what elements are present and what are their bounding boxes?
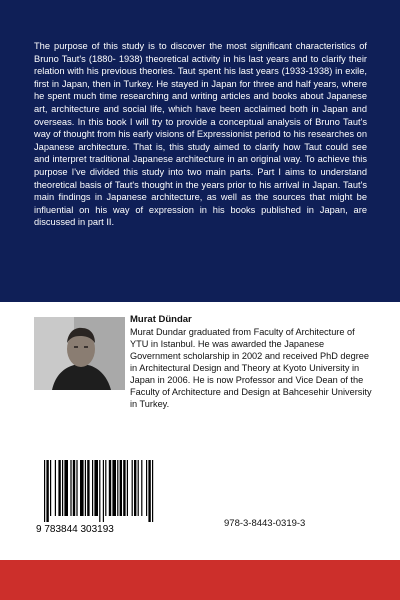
isbn-barcode: [30, 452, 210, 542]
barcode-bar: [46, 460, 48, 522]
barcode-bar: [62, 460, 63, 516]
barcode-bar: [146, 460, 147, 516]
barcode-bar: [127, 460, 128, 516]
barcode-bar: [123, 460, 125, 516]
barcode-bar: [70, 460, 71, 516]
barcode-bar: [120, 460, 122, 516]
barcode-bar: [73, 460, 75, 516]
author-bio: Murat Dundar graduated from Faculty of Architecture of YTU in Istanbul. He was awarded the Japanese Government scholarship in 2002 and received PhD degree in Architectural Design and Theory at Kyoto University in Japan in 2006. He is now Professor and Vice Dean of the Faculty of Architecture and Design at Bahcesehir University in Turkey.: [130, 327, 372, 409]
barcode-bar: [94, 460, 98, 516]
barcode-bar: [152, 460, 153, 522]
barcode-bar: [87, 460, 89, 516]
barcode-graphic: [30, 452, 210, 542]
barcode-bar: [80, 460, 84, 516]
barcode-bar: [55, 460, 56, 516]
barcode-bar: [103, 460, 104, 522]
barcode-bar: [44, 460, 45, 522]
barcode-bar: [138, 460, 139, 516]
barcode-bar: [76, 460, 77, 516]
author-portrait-image: [34, 317, 125, 390]
barcode-bar: [58, 460, 60, 516]
isbn-number: 978-3-8443-0319-3: [224, 518, 306, 529]
back-cover-bottom-band: [0, 560, 400, 600]
barcode-digits: 9 783844 303193: [36, 524, 114, 535]
barcode-bar: [99, 460, 100, 522]
barcode-bar: [117, 460, 118, 516]
barcode-bar: [92, 460, 93, 516]
barcode-bar: [109, 460, 111, 516]
author-name: Murat Dündar: [130, 314, 192, 325]
barcode-bar: [85, 460, 86, 516]
barcode-bar: [112, 460, 116, 516]
barcode-bar: [148, 460, 150, 522]
author-photo: [34, 317, 125, 390]
barcode-bar: [50, 460, 51, 516]
book-abstract: The purpose of this study is to discover the most significant characteristics of Bruno Taut's (1880- 1938) theoretical activity in his last years and to clarify their relation with his previous theories. Taut spent his last years (1933-1938) in exile, first in Japan, then in Turkey. He stayed in Japan for three and half years, where he spent much time researching and writing articles and books about Japanese art, architecture and social life, which have been acclaimed both in Japan and overseas. In this book I will try to provide a conceptual analysis of Bruno Taut's way of thought from his early visions of Expressionist period to his researches on Japanese architecture. That is, this study aimed to clarify how Taut could see and interpret traditional Japanese architecture in an original way. To achieve this purpose I've divided this study into two main parts. Part I aims to understand theoretical basis of Taut's thought in the years prior to his arrival in Japan. Taut's main findings in Japanese architecture, as well as the sources that might be influential on his way of expression in his books published in Japan, are discussed in part II.: [34, 41, 367, 228]
barcode-bar: [134, 460, 136, 516]
barcode-bar: [105, 460, 106, 516]
barcode-bar: [141, 460, 142, 516]
barcode-bar: [64, 460, 68, 516]
barcode-bar: [132, 460, 133, 516]
